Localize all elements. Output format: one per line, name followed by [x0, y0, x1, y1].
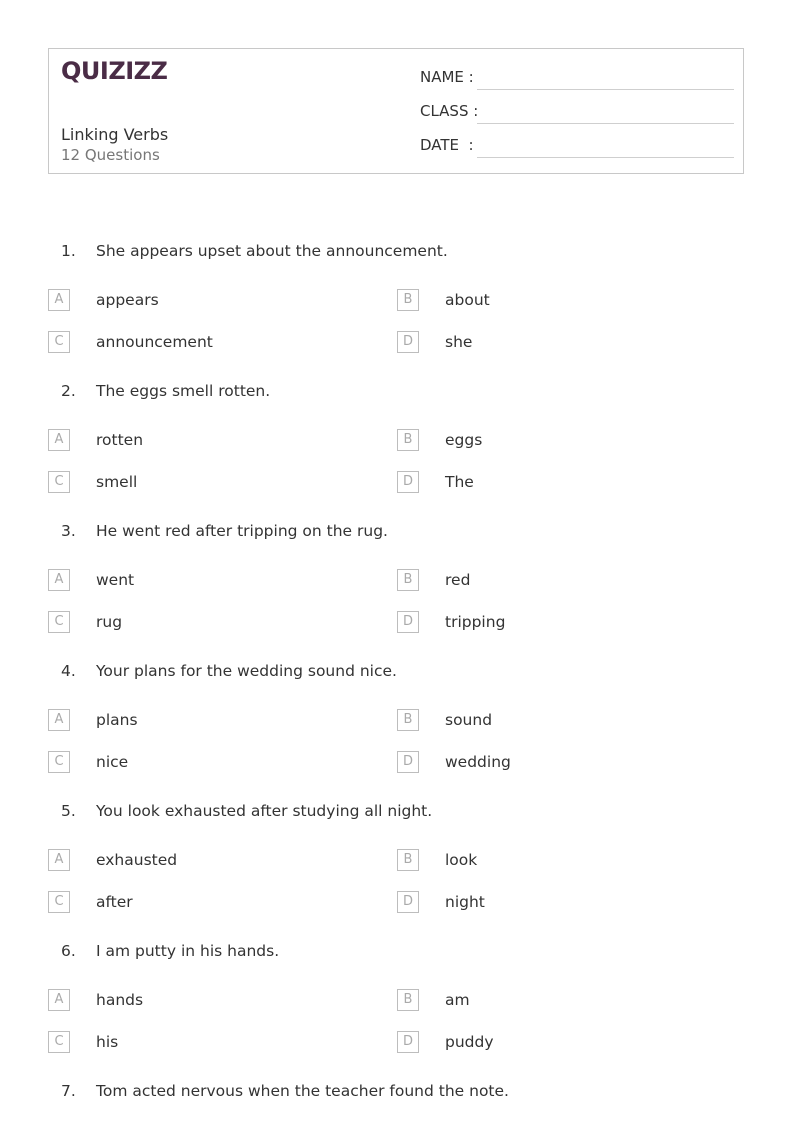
question-text: He went red after tripping on the rug.	[96, 522, 388, 540]
option-a-text: exhausted	[96, 851, 178, 869]
date-field[interactable]	[420, 136, 734, 160]
option-c-box[interactable]: C	[48, 611, 70, 633]
question-2	[0, 382, 794, 512]
option-a-box[interactable]: A	[48, 989, 70, 1011]
option-d-box[interactable]: D	[397, 891, 419, 913]
question-3	[0, 522, 794, 652]
option-c-text: announcement	[96, 333, 213, 351]
class-label: CLASS :	[420, 102, 479, 120]
option-c-text: rug	[96, 613, 123, 631]
option-d-text: The	[445, 473, 474, 491]
date-line[interactable]	[477, 157, 734, 158]
question-number: 1.	[61, 242, 76, 260]
quizizz-logo: QUIZIZZ	[61, 57, 168, 85]
question-5	[0, 802, 794, 932]
name-line[interactable]	[477, 89, 734, 90]
option-c-text: after	[96, 893, 133, 911]
option-d-box[interactable]: D	[397, 1031, 419, 1053]
worksheet-title: Linking Verbs	[61, 125, 169, 144]
option-b-text: am	[445, 991, 470, 1009]
option-c-box[interactable]: C	[48, 891, 70, 913]
option-c-box[interactable]: C	[48, 331, 70, 353]
option-a-box[interactable]: A	[48, 569, 70, 591]
class-field[interactable]	[420, 102, 734, 126]
name-label: NAME :	[420, 68, 474, 86]
option-a-box[interactable]: A	[48, 429, 70, 451]
option-d-text: she	[445, 333, 473, 351]
option-d-text: night	[445, 893, 485, 911]
date-label: DATE :	[420, 136, 474, 154]
option-b-box[interactable]: B	[397, 709, 419, 731]
question-text: She appears upset about the announcement.	[96, 242, 448, 260]
name-field[interactable]	[420, 68, 734, 92]
option-a-text: went	[96, 571, 135, 589]
option-d-text: wedding	[445, 753, 511, 771]
option-d-box[interactable]: D	[397, 611, 419, 633]
question-1	[0, 242, 794, 372]
question-text: The eggs smell rotten.	[96, 382, 271, 400]
question-7	[0, 1082, 794, 1112]
question-text: I am putty in his hands.	[96, 942, 280, 960]
question-number: 4.	[61, 662, 76, 680]
option-c-text: nice	[96, 753, 129, 771]
question-number: 7.	[61, 1082, 76, 1100]
option-b-text: sound	[445, 711, 493, 729]
option-b-box[interactable]: B	[397, 849, 419, 871]
option-c-box[interactable]: C	[48, 471, 70, 493]
option-d-box[interactable]: D	[397, 471, 419, 493]
question-number: 2.	[61, 382, 76, 400]
question-6	[0, 942, 794, 1072]
option-b-box[interactable]: B	[397, 569, 419, 591]
option-b-box[interactable]: B	[397, 989, 419, 1011]
question-text: Your plans for the wedding sound nice.	[96, 662, 397, 680]
option-a-text: hands	[96, 991, 144, 1009]
option-c-text: his	[96, 1033, 119, 1051]
option-d-box[interactable]: D	[397, 751, 419, 773]
option-a-box[interactable]: A	[48, 709, 70, 731]
worksheet-header	[48, 48, 744, 174]
option-b-text: look	[445, 851, 478, 869]
option-a-text: appears	[96, 291, 159, 309]
question-text: You look exhausted after studying all night.	[96, 802, 433, 820]
question-4	[0, 662, 794, 792]
question-number: 5.	[61, 802, 76, 820]
option-c-box[interactable]: C	[48, 1031, 70, 1053]
question-count: 12 Questions	[61, 146, 160, 164]
option-a-box[interactable]: A	[48, 849, 70, 871]
option-d-text: puddy	[445, 1033, 494, 1051]
question-text: Tom acted nervous when the teacher found the note.	[96, 1082, 509, 1100]
option-c-text: smell	[96, 473, 138, 491]
option-b-box[interactable]: B	[397, 429, 419, 451]
option-d-box[interactable]: D	[397, 331, 419, 353]
option-b-box[interactable]: B	[397, 289, 419, 311]
option-a-text: plans	[96, 711, 138, 729]
option-a-text: rotten	[96, 431, 144, 449]
option-b-text: about	[445, 291, 490, 309]
option-b-text: red	[445, 571, 471, 589]
question-number: 6.	[61, 942, 76, 960]
class-line[interactable]	[477, 123, 734, 124]
question-number: 3.	[61, 522, 76, 540]
option-a-box[interactable]: A	[48, 289, 70, 311]
option-c-box[interactable]: C	[48, 751, 70, 773]
option-b-text: eggs	[445, 431, 483, 449]
option-d-text: tripping	[445, 613, 506, 631]
